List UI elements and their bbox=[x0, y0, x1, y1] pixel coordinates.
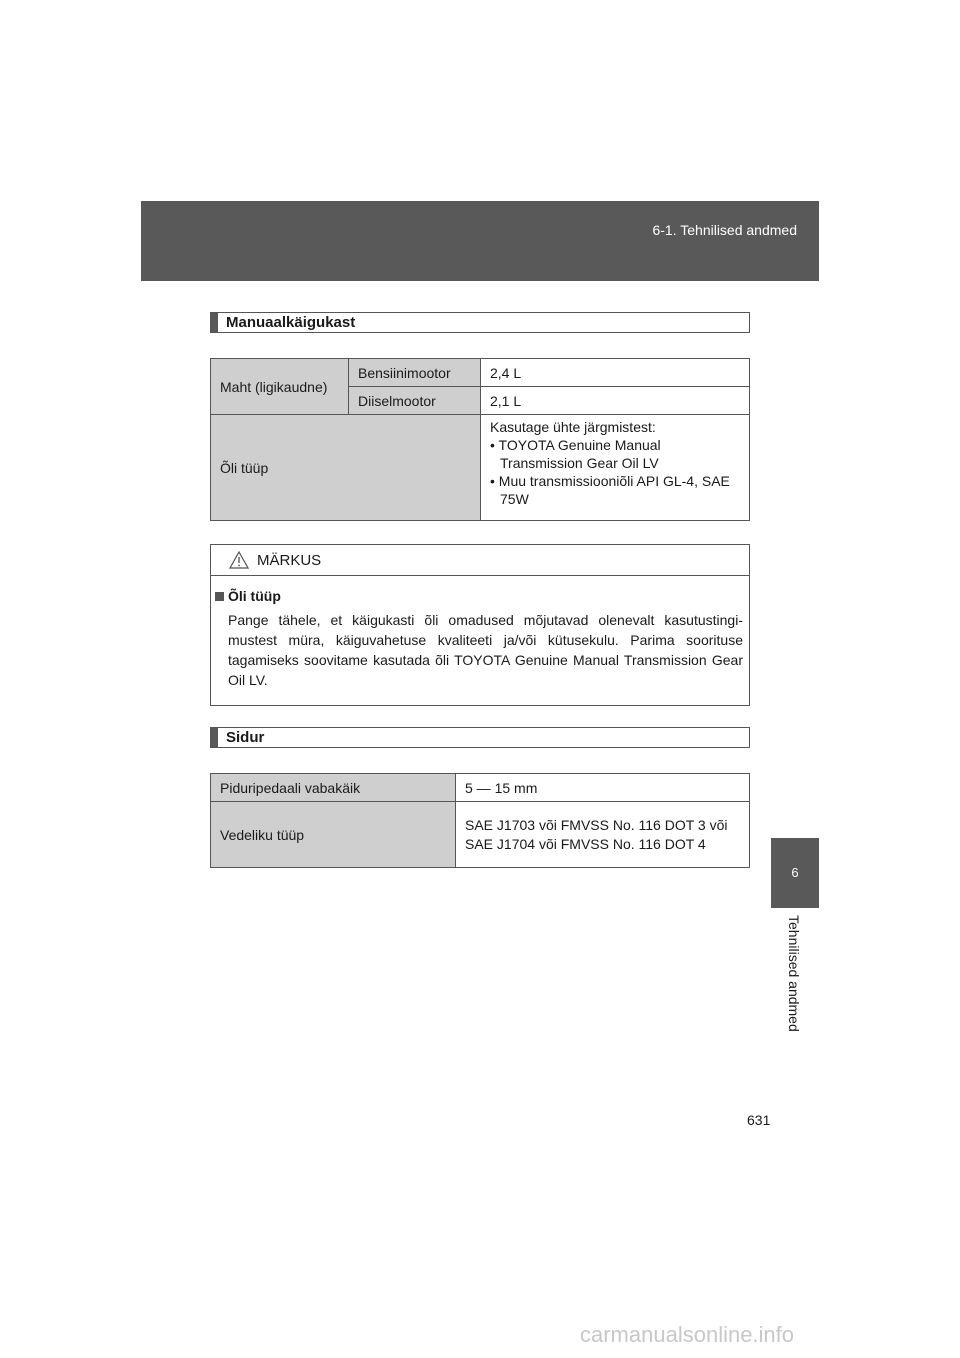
notice-title: MÄRKUS bbox=[257, 551, 322, 569]
heading-text: Sidur bbox=[226, 729, 265, 746]
header-band bbox=[141, 201, 819, 281]
notice-box bbox=[210, 544, 750, 706]
pedal-value: 5 — 15 mm bbox=[456, 774, 750, 802]
section-heading-clutch bbox=[210, 727, 750, 748]
capacity-label: Maht (ligikaudne) bbox=[211, 359, 349, 415]
notice-subtitle-row bbox=[215, 588, 749, 604]
notice-header bbox=[211, 545, 749, 576]
table-row bbox=[211, 774, 750, 802]
fluid-label: Vedeliku tüüp bbox=[211, 802, 456, 868]
heading-bar bbox=[211, 313, 218, 332]
oil-option-2: • Muu transmissiooniõli API GL-4, SAE 75W bbox=[490, 473, 730, 507]
petrol-value: 2,4 L bbox=[481, 359, 750, 387]
notice-subtitle: Õli tüüp bbox=[228, 588, 281, 604]
header-section-title: 6-1. Tehnilised andmed bbox=[652, 222, 797, 238]
heading-text: Manuaalkäigukast bbox=[226, 314, 356, 331]
petrol-label: Bensiinimootor bbox=[349, 359, 481, 387]
table-row bbox=[211, 415, 750, 521]
oil-type-value bbox=[481, 415, 750, 521]
manual-transmission-table bbox=[210, 358, 750, 521]
diesel-value: 2,1 L bbox=[481, 387, 750, 415]
section-heading-manual-transmission bbox=[210, 312, 750, 333]
table-row bbox=[211, 359, 750, 387]
watermark: carmanualsonline.info bbox=[580, 1322, 795, 1347]
heading-bar bbox=[211, 728, 218, 747]
page-number: 631 bbox=[747, 1112, 771, 1128]
table-row bbox=[211, 802, 750, 868]
oil-intro: Kasutage ühte järgmistest: bbox=[490, 419, 656, 435]
square-bullet-icon bbox=[215, 592, 224, 601]
chapter-tab-label: Tehnilised andmed bbox=[786, 915, 802, 1032]
oil-type-label: Õli tüüp bbox=[211, 415, 481, 521]
diesel-label: Diiselmootor bbox=[349, 387, 481, 415]
chapter-tab-number: 6 bbox=[771, 838, 819, 908]
notice-body: Pange tähele, et käigukasti õli omadused mõjutavad olenevalt kasutustingi-mustest müra, käiguvahetuse kvaliteeti ja/või kütusekulu. Parima soorituse tagamiseks soovitame kasutada õli TOYOTA Genuine Manual Transmission Gear Oil LV. bbox=[228, 612, 743, 688]
fluid-value: SAE J1703 või FMVSS No. 116 DOT 3 või SAE J1704 või FMVSS No. 116 DOT 4 bbox=[456, 802, 750, 868]
warning-icon bbox=[229, 551, 249, 569]
clutch-table bbox=[210, 773, 750, 868]
oil-option-1: • TOYOTA Genuine Manual Transmission Gear Oil LV bbox=[490, 437, 661, 471]
pedal-label: Piduripedaali vabakäik bbox=[211, 774, 456, 802]
